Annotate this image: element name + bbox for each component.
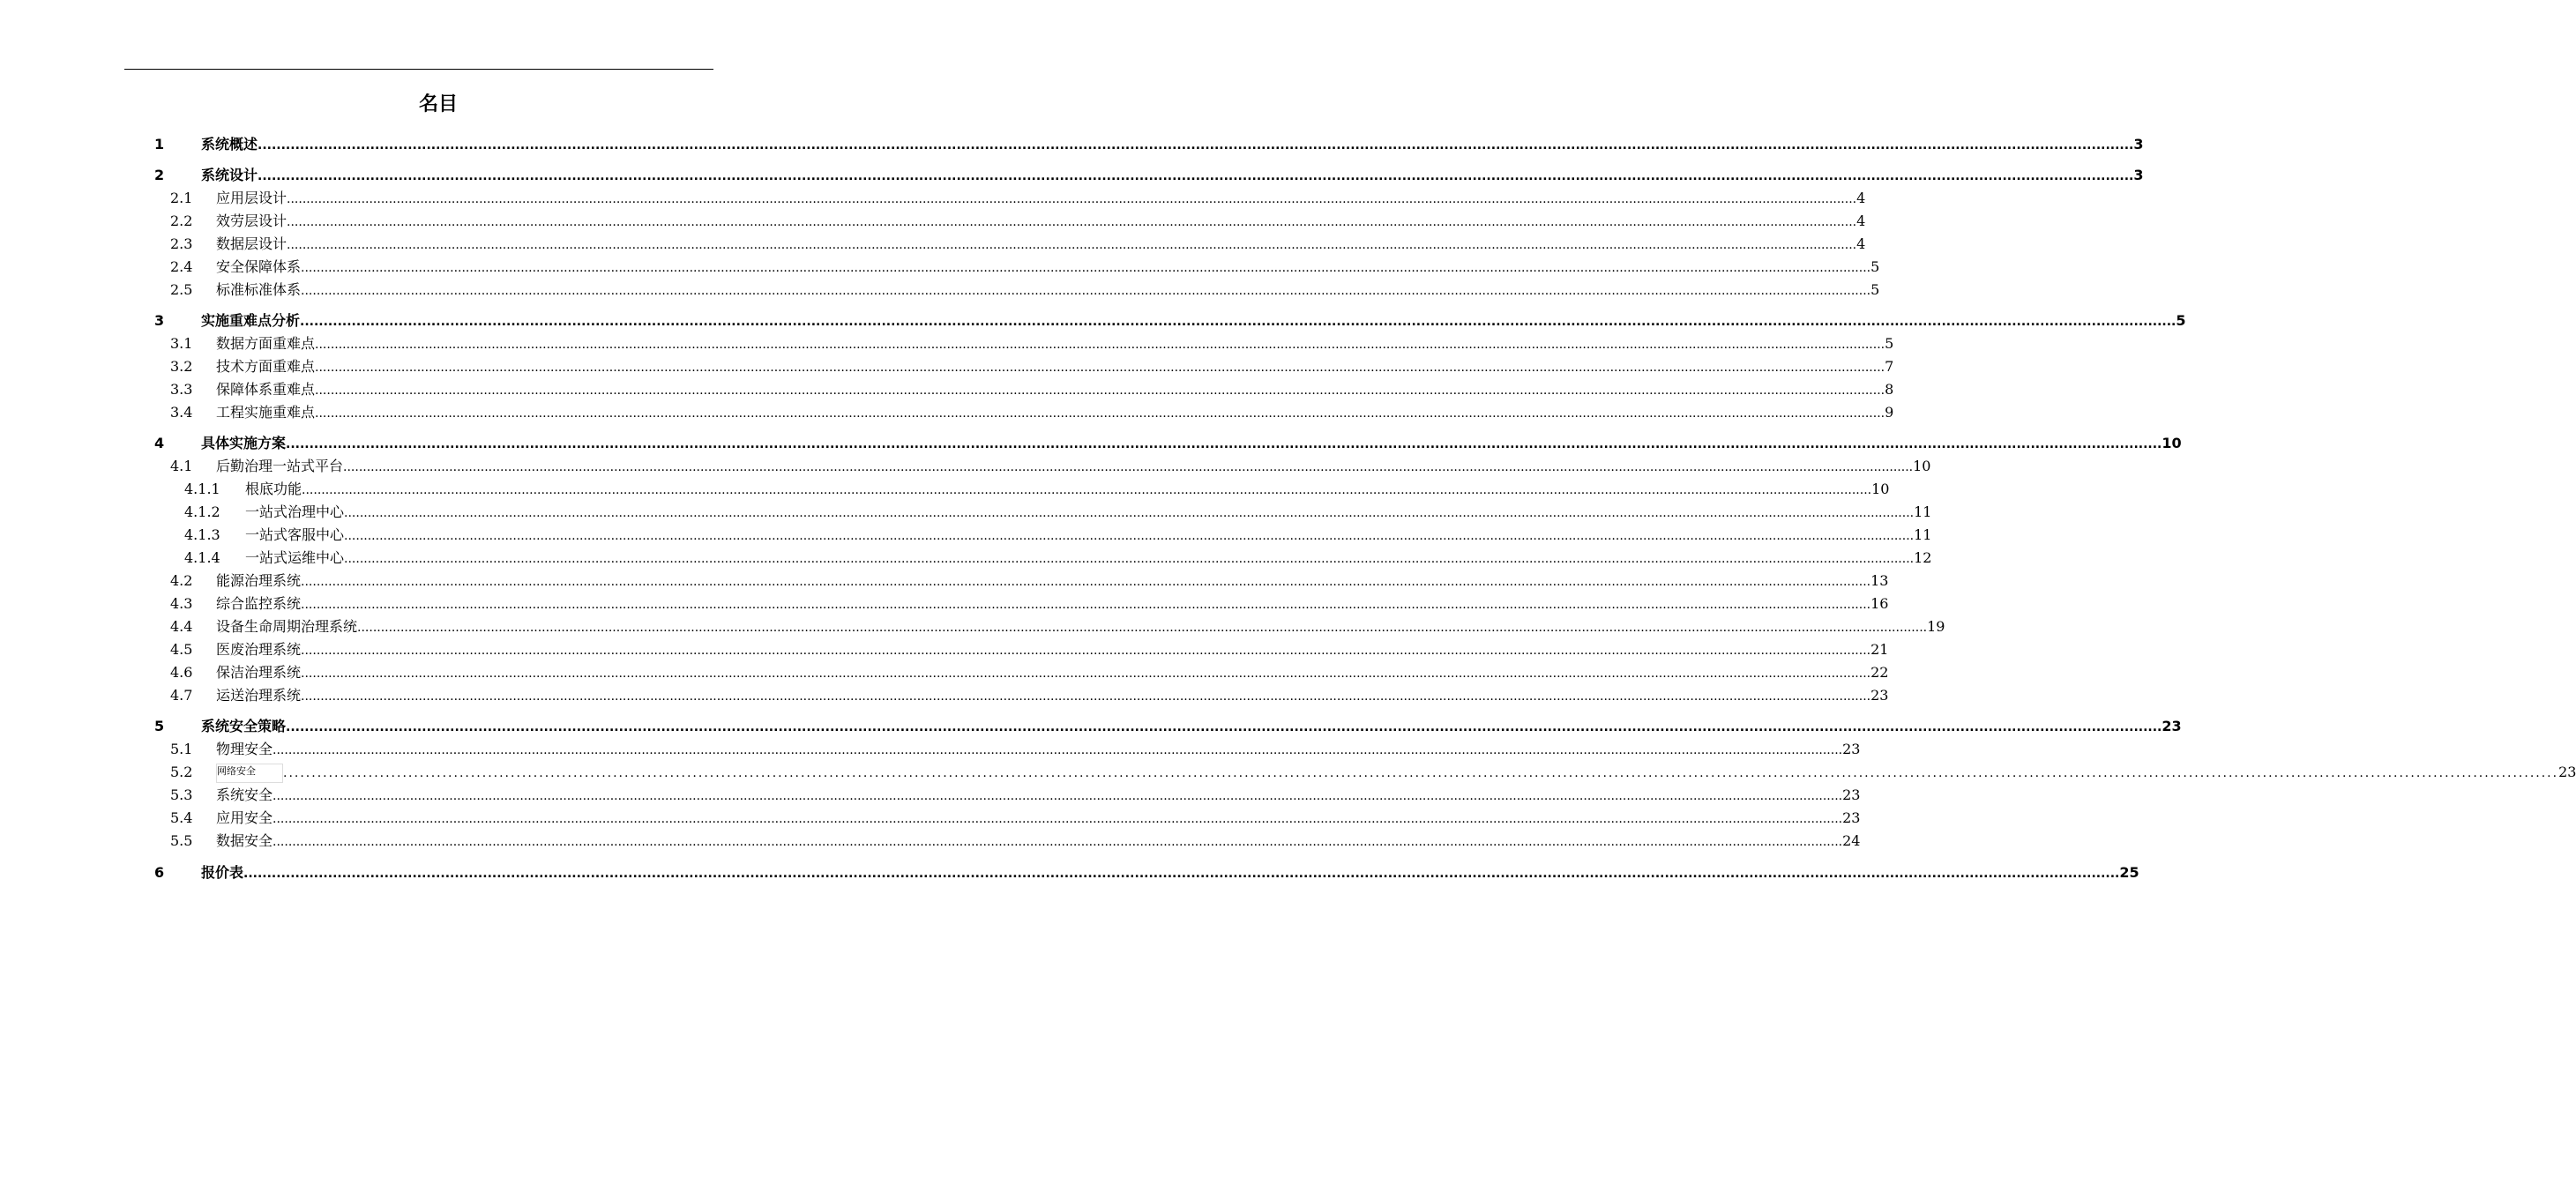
toc-entry-page: 4 [1856, 235, 1866, 252]
toc-entry[interactable] [184, 477, 1890, 498]
toc-entry-page: 23 [2558, 764, 2576, 780]
toc-leader-dots: ................................................................................................................................................................................................................................................................................................................................................................................................................ [344, 552, 1915, 566]
toc-entry-page: 10 [1913, 458, 1931, 474]
toc-entry-title: 数据方面重难点 [216, 335, 316, 352]
toc-leader-dots: ................................................................................................................................................................................................................................................................................................................................................................................................................ [301, 575, 1871, 589]
toc-entry[interactable] [154, 431, 2182, 452]
toc-entry-page: 5 [1870, 258, 1880, 275]
toc-entry-title: 技术方面重难点 [216, 358, 316, 375]
toc-leader-dots: ................................................................................................................................................................................................................................................................................................................................................................................................................ [273, 835, 1843, 849]
toc-entry-number: 4.1.3 [184, 526, 220, 543]
toc-leader-dots: ................................................................................................................................................................................................................................................................................................................................................................................................................ [301, 689, 1871, 704]
toc-entry-number: 4.1 [170, 458, 193, 474]
toc-entry-number: 4.2 [170, 572, 193, 589]
toc-entry-number: 3.4 [170, 404, 193, 421]
toc-entry-title: 数据安全 [216, 832, 273, 849]
toc-leader-dots: ................................................................................................................................................................................................................................................................................................................................................................................................................ [301, 598, 1871, 612]
toc-entry-title: 综合监控系统 [216, 595, 302, 612]
toc-entry[interactable] [170, 332, 1894, 353]
toc-entry-page: 10 [1871, 481, 1890, 497]
toc-entry-page: 22 [1870, 664, 1889, 681]
toc-entry[interactable] [170, 255, 1880, 276]
page-title: 名目 [418, 93, 458, 116]
toc-leader-dots: ................................................................................................................................................................................................................................................................................................................................................................................................................ [301, 644, 1871, 658]
header-rule [124, 69, 713, 70]
toc-leader-dots: ................................................................................................................................................................................................................................................................................................................................................................................................................ [344, 506, 1915, 520]
toc-entry[interactable] [170, 829, 1861, 850]
toc-entry-number: 2.5 [170, 281, 193, 298]
toc-entry[interactable] [184, 500, 1932, 521]
toc-entry-page: 24 [1842, 832, 1861, 849]
toc-entry-number: 3 [154, 312, 165, 329]
toc-leader-dots: ................................................................................................................................................................................................................................................................................................................................................................................................................ [273, 789, 1843, 803]
toc-entry[interactable] [170, 660, 1889, 682]
toc-leader-dots: ................................................................................................................................................................................................................................................................................................................................................................................................................ [300, 315, 2177, 329]
toc-entry-title: 根底功能 [245, 481, 302, 497]
toc-entry[interactable] [154, 132, 2144, 153]
toc-entry-number: 5.5 [170, 832, 193, 849]
toc-entry-title: 后勤治理一站式平台 [216, 458, 344, 474]
toc-entry[interactable] [170, 737, 1861, 758]
toc-entry[interactable] [170, 278, 1880, 299]
toc-entry[interactable] [170, 783, 1861, 804]
toc-entry-title: 一站式治理中心 [245, 503, 345, 520]
toc-entry-number: 5.2 [170, 764, 193, 780]
toc-entry-title: 应用安全 [216, 809, 273, 826]
toc-entry-page: 25 [2119, 864, 2139, 881]
toc-entry-page: 5 [1870, 281, 1880, 298]
toc-leader-dots: ................................................................................................................................................................................................................................................................................................................................................................................................................ [286, 437, 2162, 451]
toc-leader-dots: ................................................................................................................................................................................................................................................................................................................................................................................................................ [344, 529, 1915, 543]
toc-entry[interactable] [170, 592, 1889, 613]
toc-leader-dots: ................................................................................................................................................................................................................................................................................................................................................................................................................ [301, 284, 1871, 298]
toc-entry-title: 一站式客服中心 [245, 526, 345, 543]
toc-entry-number: 4.3 [170, 595, 193, 612]
toc-leader-dots: ................................................................................................................................................................................................................................................................................................................................................................................................................ [315, 406, 1885, 421]
toc-leader-dots: ................................................................................................................................................................................................................................................................................................................................................................................................................ [315, 384, 1885, 398]
toc-entry[interactable] [170, 569, 1889, 590]
toc-leader-dots: ................................................................................................................................................................................................................................................................................................................................................................................................................ [301, 261, 1871, 275]
toc-entry[interactable] [170, 377, 1894, 399]
toc-leader-dots: ................................................................................................................................................................................................................................................................................................................................................................................................................ [283, 766, 2559, 780]
toc-entry[interactable] [170, 400, 1894, 421]
toc-leader-dots: ................................................................................................................................................................................................................................................................................................................................................................................................................ [315, 361, 1885, 375]
toc-entry-page: 23 [1842, 741, 1861, 757]
toc-leader-dots: ................................................................................................................................................................................................................................................................................................................................................................................................................ [243, 867, 2120, 881]
toc-entry[interactable] [154, 714, 2182, 735]
toc-entry-page: 16 [1870, 595, 1889, 612]
toc-entry-page: 7 [1885, 358, 1894, 375]
toc-entry-page: 23 [2162, 718, 2182, 734]
toc-entry-title: 实施重难点分析 [201, 312, 301, 329]
toc-entry-number: 4.5 [170, 641, 193, 658]
toc-leader-dots: ................................................................................................................................................................................................................................................................................................................................................................................................................ [301, 667, 1871, 681]
toc-entry[interactable] [170, 806, 1861, 827]
toc-entry-title: 应用层设计 [216, 190, 287, 206]
toc-entry-title: 一站式运维中心 [245, 549, 345, 566]
toc-entry-title: 效劳层设计 [216, 212, 287, 229]
toc-entry-number: 4.1.2 [184, 503, 220, 520]
toc-entry-number: 4.1.1 [184, 481, 220, 497]
toc-entry-number: 2.2 [170, 212, 193, 229]
toc-entry-page: 23 [1842, 786, 1861, 803]
toc-entry-title: 数据层设计 [216, 235, 287, 252]
toc-entry-title: 设备生命周期治理系统 [216, 618, 358, 635]
toc-leader-dots: ................................................................................................................................................................................................................................................................................................................................................................................................................ [258, 138, 2134, 153]
toc-entry-number: 2.3 [170, 235, 193, 252]
toc-entry[interactable] [170, 615, 1945, 636]
toc-entry-number: 3.3 [170, 381, 193, 398]
toc-entry-number: 4.7 [170, 687, 193, 704]
toc-entry-number: 4.6 [170, 664, 193, 681]
toc-entry-page: 9 [1885, 404, 1894, 421]
toc-entry-number: 2 [154, 167, 165, 183]
toc-entry-number: 2.1 [170, 190, 193, 206]
toc-entry-page: 8 [1885, 381, 1894, 398]
toc-entry-title: 标准标准体系 [216, 281, 302, 298]
toc-entry-page: 11 [1914, 503, 1932, 520]
toc-leader-dots: ................................................................................................................................................................................................................................................................................................................................................................................................................ [287, 192, 1857, 206]
toc-entry-number: 5.4 [170, 809, 193, 826]
toc-leader-dots: ................................................................................................................................................................................................................................................................................................................................................................................................................ [258, 169, 2134, 183]
toc-leader-dots: ................................................................................................................................................................................................................................................................................................................................................................................................................ [273, 812, 1843, 826]
toc-entry-page: 10 [2162, 435, 2182, 451]
toc-entry-title: 网络安全 [216, 764, 283, 783]
toc-entry-number: 4 [154, 435, 165, 451]
toc-entry-number: 2.4 [170, 258, 193, 275]
toc-entry-title: 系统概述 [201, 136, 258, 153]
toc-entry-page: 3 [2133, 167, 2144, 183]
toc-entry-title: 报价表 [201, 864, 244, 881]
toc-entry-page: 3 [2133, 136, 2144, 153]
toc-entry-page: 4 [1856, 212, 1866, 229]
toc-entry-page: 12 [1914, 549, 1932, 566]
toc-leader-dots: ................................................................................................................................................................................................................................................................................................................................................................................................................ [287, 215, 1857, 229]
toc-entry-title: 工程实施重难点 [216, 404, 316, 421]
toc-entry[interactable] [154, 163, 2144, 184]
toc-entry-number: 5.1 [170, 741, 193, 757]
toc-entry[interactable] [170, 637, 1889, 659]
toc-leader-dots: ................................................................................................................................................................................................................................................................................................................................................................................................................ [357, 621, 1928, 635]
toc-entry[interactable] [184, 523, 1932, 544]
toc-entry-page: 4 [1856, 190, 1866, 206]
toc-entry-title: 系统安全策略 [201, 718, 287, 734]
toc-entry-title: 能源治理系统 [216, 572, 302, 589]
toc-entry-title: 运送治理系统 [216, 687, 302, 704]
toc-entry-title: 安全保障体系 [216, 258, 302, 275]
toc-leader-dots: ................................................................................................................................................................................................................................................................................................................................................................................................................ [315, 338, 1885, 352]
toc-entry-title: 系统设计 [201, 167, 258, 183]
toc-entry-page: 23 [1870, 687, 1889, 704]
toc-entry-title: 保洁治理系统 [216, 664, 302, 681]
toc-entry-title: 医废治理系统 [216, 641, 302, 658]
toc-entry-number: 5 [154, 718, 165, 734]
toc-entry-number: 1 [154, 136, 165, 153]
toc-entry-title: 具体实施方案 [201, 435, 287, 451]
toc-entry[interactable] [170, 683, 1889, 704]
toc-leader-dots: ................................................................................................................................................................................................................................................................................................................................................................................................................ [302, 483, 1872, 497]
toc-entry[interactable] [154, 861, 2139, 882]
toc-entry-number: 6 [154, 864, 165, 881]
toc-entry-number: 4.1.4 [184, 549, 220, 566]
toc-entry[interactable] [170, 209, 1866, 230]
toc-entry-title: 物理安全 [216, 741, 273, 757]
toc-entry-page: 21 [1870, 641, 1889, 658]
toc-entry-number: 3.2 [170, 358, 193, 375]
toc-entry[interactable] [170, 186, 1866, 207]
toc-entry-number: 3.1 [170, 335, 193, 352]
toc-entry[interactable] [184, 546, 1932, 567]
toc-entry-page: 19 [1927, 618, 1945, 635]
toc-leader-dots: ................................................................................................................................................................................................................................................................................................................................................................................................................ [343, 460, 1914, 474]
toc-entry[interactable] [170, 232, 1866, 253]
toc-entry-title: 保障体系重难点 [216, 381, 316, 398]
toc-entry-title: 系统安全 [216, 786, 273, 803]
toc-entry-page: 11 [1914, 526, 1932, 543]
toc-entry-page: 5 [1885, 335, 1894, 352]
toc-leader-dots: ................................................................................................................................................................................................................................................................................................................................................................................................................ [287, 238, 1857, 252]
toc-entry[interactable] [154, 309, 2186, 330]
toc-leader-dots: ................................................................................................................................................................................................................................................................................................................................................................................................................ [286, 720, 2162, 734]
toc-entry-page: 23 [1842, 809, 1861, 826]
toc-entry-page: 13 [1870, 572, 1889, 589]
toc-entry[interactable] [170, 760, 2576, 781]
toc-entry[interactable] [170, 354, 1894, 376]
toc-entry-number: 4.4 [170, 618, 193, 635]
toc-entry[interactable] [170, 454, 1931, 475]
toc-entry-page: 5 [2176, 312, 2186, 329]
toc-leader-dots: ................................................................................................................................................................................................................................................................................................................................................................................................................ [273, 743, 1843, 757]
toc-entry-number: 5.3 [170, 786, 193, 803]
